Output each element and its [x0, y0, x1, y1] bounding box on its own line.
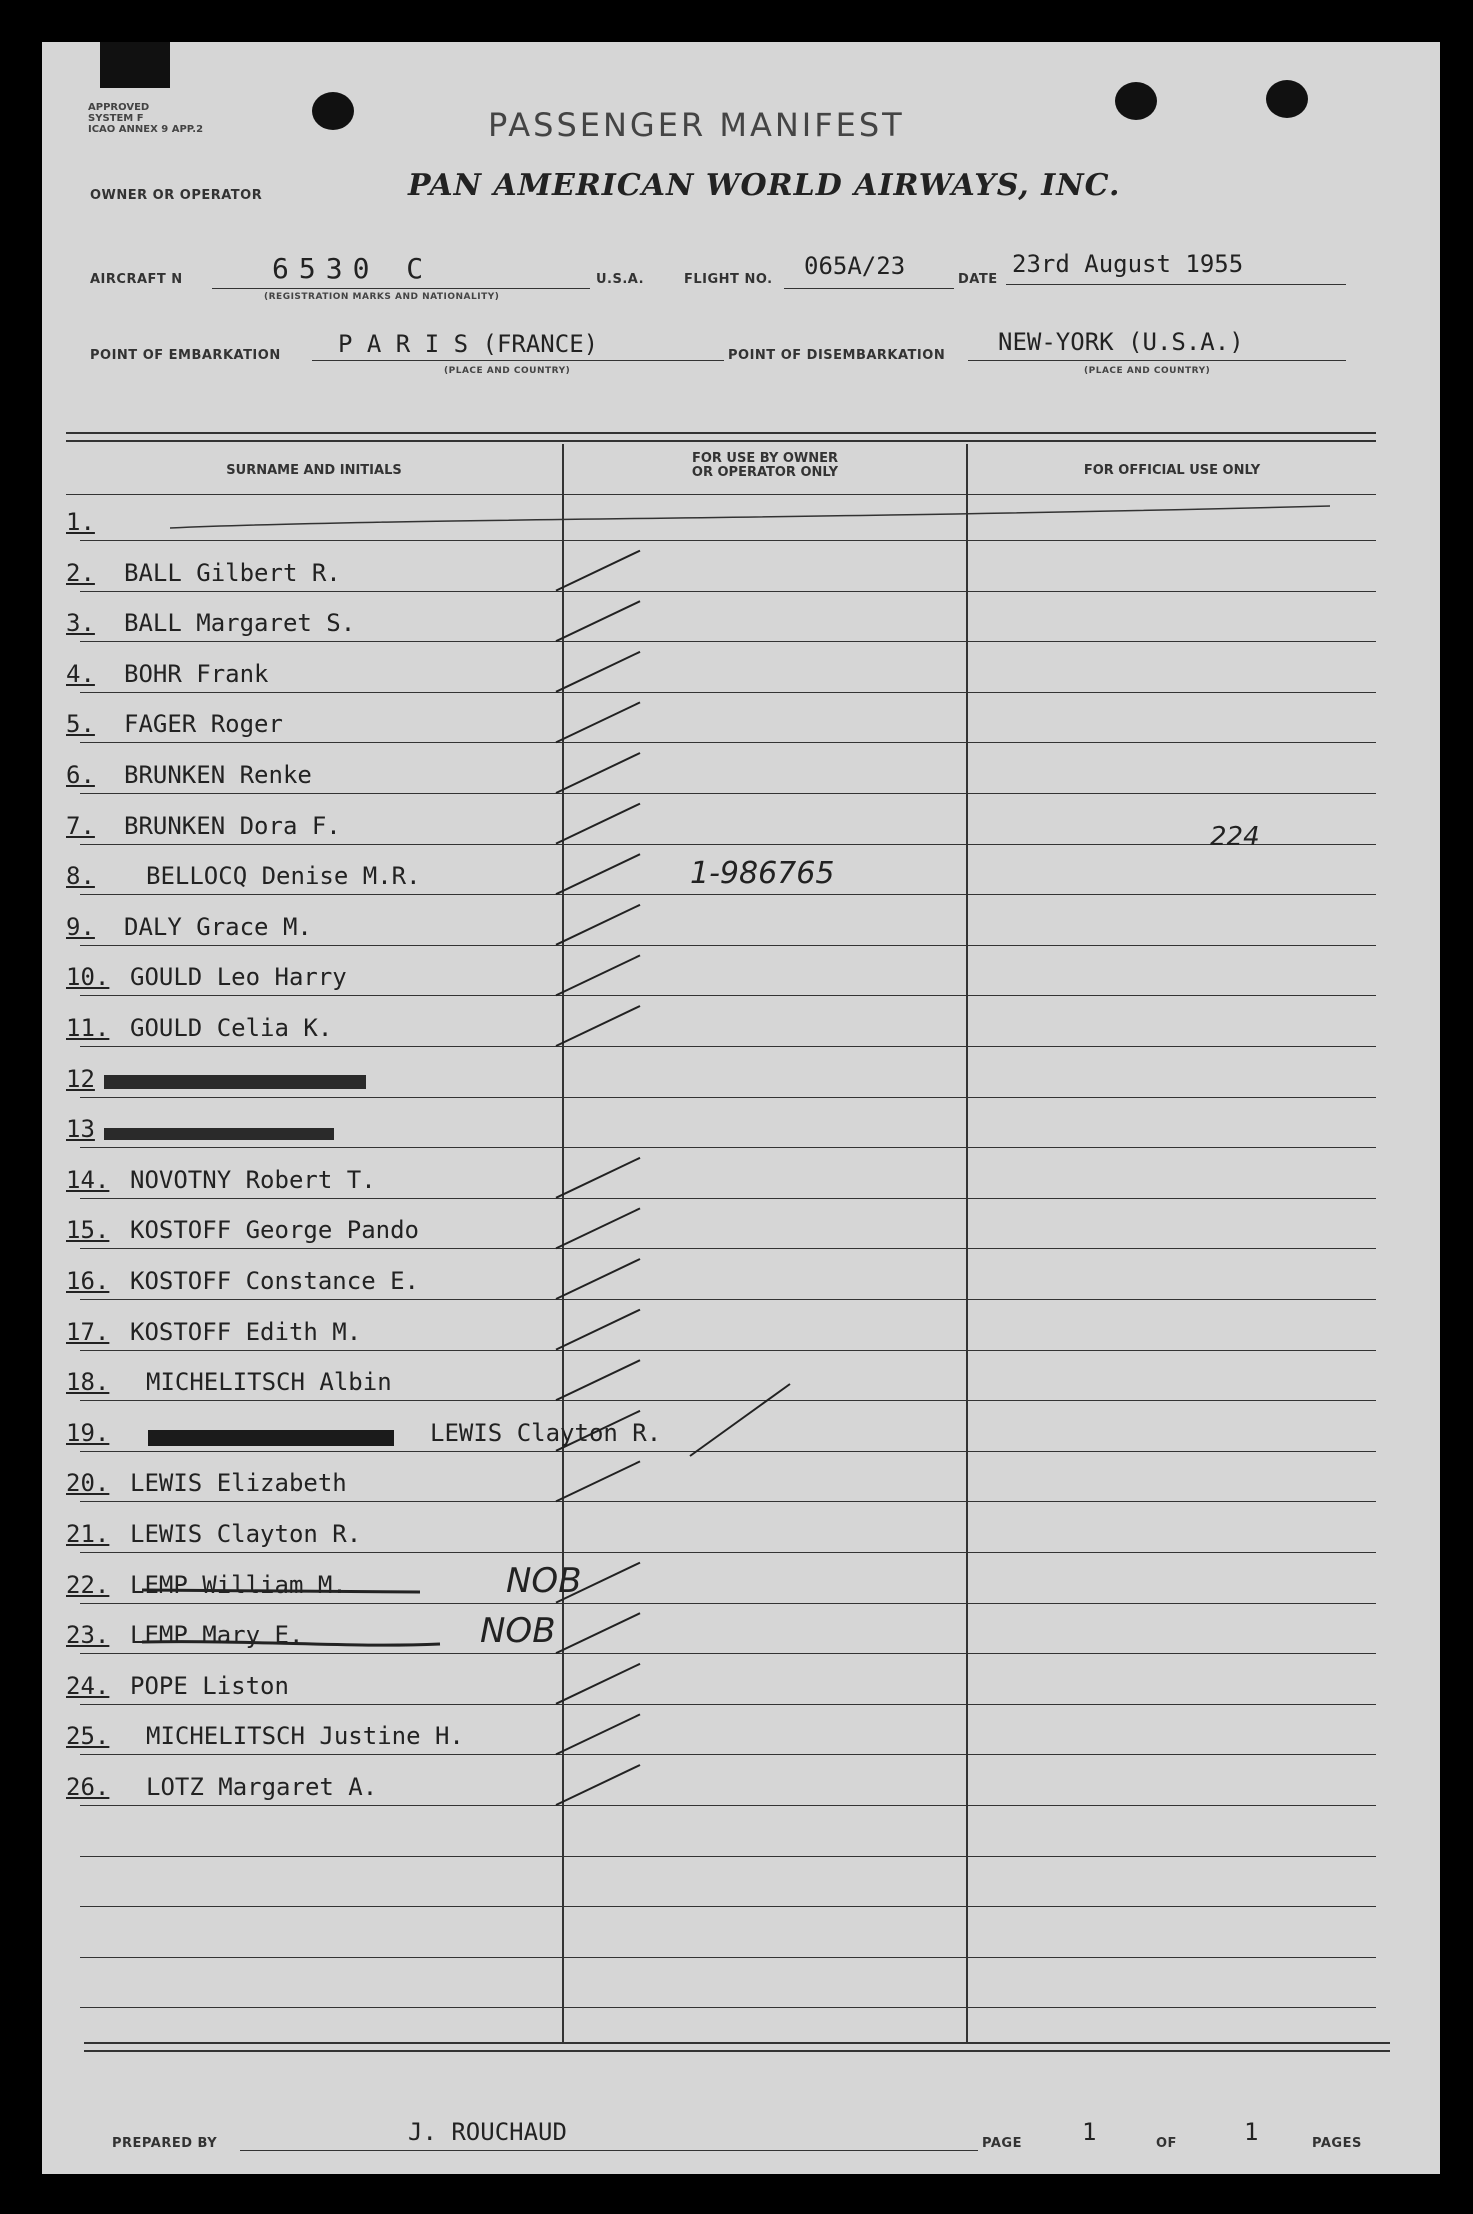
check-mark	[556, 1664, 640, 1704]
passenger-name: NOVOTNY Robert T.	[130, 1165, 376, 1194]
operator-note: 1-986765	[690, 856, 835, 892]
aircraft-value: 6530 C	[272, 252, 434, 285]
check-mark	[556, 804, 640, 844]
passenger-name: FAGER Roger	[124, 710, 283, 739]
row-number: 1.	[66, 508, 95, 536]
row-number: 16.	[66, 1267, 110, 1295]
row-number: 7.	[66, 811, 95, 840]
passenger-name: LEWIS Clayton R.	[130, 1520, 362, 1548]
row-number: 20.	[66, 1469, 110, 1498]
row-number: 24.	[66, 1671, 110, 1700]
approval-line-2: SYSTEM F	[88, 113, 144, 124]
check-mark	[556, 1006, 640, 1046]
approval-line-3: ICAO ANNEX 9 APP.2	[88, 124, 204, 135]
row19-extra-mark	[690, 1384, 790, 1456]
row-number: 11.	[66, 1014, 110, 1042]
usa-label: U.S.A.	[596, 272, 645, 287]
embark-label: POINT OF EMBARKATION	[90, 348, 281, 363]
row22-strike	[142, 1590, 420, 1592]
passenger-name: BELLOCQ Denise M.R.	[146, 862, 421, 891]
embark-value: P A R I S (FRANCE)	[338, 330, 599, 358]
row-number: 22.	[66, 1570, 110, 1599]
check-mark	[556, 1208, 640, 1248]
check-mark	[556, 1613, 640, 1653]
row-number: 14.	[66, 1165, 110, 1194]
passenger-name: KOSTOFF Constance E.	[130, 1267, 419, 1295]
page-title: PASSENGER MANIFEST	[488, 106, 905, 144]
passenger-name: MICHELITSCH Albin	[146, 1368, 392, 1397]
prepared-underline	[240, 2150, 978, 2151]
page-label: PAGE	[982, 2136, 1022, 2151]
disembark-value: NEW-YORK (U.S.A.)	[998, 328, 1244, 356]
check-mark	[556, 1158, 640, 1198]
flight-label: FLIGHT NO.	[684, 272, 773, 287]
date-value: 23rd August 1955	[1012, 250, 1244, 278]
row-number: 13	[66, 1115, 95, 1144]
of-label: OF	[1156, 2136, 1177, 2151]
col-header-operator: FOR USE BY OWNER OR OPERATOR ONLY	[691, 451, 839, 480]
col-header-surname: SURNAME AND INITIALS	[226, 463, 402, 478]
passenger-name: KOSTOFF George Pando	[130, 1216, 419, 1245]
check-mark	[556, 652, 640, 692]
row-number: 2.	[66, 558, 95, 587]
row-number: 21.	[66, 1520, 110, 1548]
row1-strike-line	[170, 506, 1330, 528]
check-mark	[556, 1259, 640, 1299]
passenger-name: BALL Gilbert R.	[124, 558, 341, 587]
passenger-name: LOTZ Margaret A.	[146, 1773, 378, 1801]
passenger-name: BOHR Frank	[124, 659, 269, 688]
check-mark	[556, 1310, 640, 1350]
row-number: 15.	[66, 1216, 110, 1245]
aircraft-caption: (REGISTRATION MARKS AND NATIONALITY)	[264, 292, 500, 302]
prepared-value: J. ROUCHAUD	[408, 2118, 567, 2146]
of-value: 1	[1244, 2118, 1259, 2146]
row-number: 23.	[66, 1621, 110, 1650]
row-number: 17.	[66, 1317, 110, 1346]
check-mark	[556, 551, 640, 591]
check-mark	[556, 955, 640, 995]
approval-line-1: APPROVED	[88, 102, 150, 113]
check-mark	[556, 1714, 640, 1754]
owner-value: PAN AMERICAN WORLD AIRWAYS, INC.	[408, 168, 1121, 203]
owner-label: OWNER OR OPERATOR	[90, 188, 263, 203]
check-mark	[556, 1411, 640, 1451]
page-value: 1	[1082, 2118, 1097, 2146]
passenger-name: GOULD Celia K.	[130, 1014, 333, 1042]
row-number: 6.	[66, 761, 95, 789]
passenger-name: LEWIS Clayton R.	[430, 1418, 662, 1447]
passenger-name: LEMP Mary E.	[130, 1621, 304, 1650]
aircraft-label: AIRCRAFT N	[90, 272, 183, 287]
passenger-name: LEWIS Elizabeth	[130, 1469, 347, 1498]
pages-label: PAGES	[1312, 2136, 1362, 2151]
row-number: 8.	[66, 862, 95, 891]
check-mark	[556, 905, 640, 945]
check-mark	[556, 1765, 640, 1805]
passenger-name: POPE Liston	[130, 1671, 289, 1700]
check-mark	[556, 702, 640, 742]
check-mark	[556, 854, 640, 894]
official-note: 224	[1210, 821, 1260, 852]
passenger-name: BALL Margaret S.	[124, 609, 356, 638]
check-mark	[556, 1563, 640, 1603]
row-number: 19.	[66, 1418, 110, 1447]
passenger-name: BRUNKEN Renke	[124, 761, 312, 789]
check-mark	[556, 1360, 640, 1400]
passenger-name: LEMP William M.	[130, 1570, 347, 1599]
check-mark	[556, 601, 640, 641]
passenger-name: MICHELITSCH Justine H.	[146, 1722, 464, 1751]
disembark-caption: (PLACE AND COUNTRY)	[1084, 366, 1211, 376]
operator-note: NOB	[506, 1560, 582, 1601]
passenger-name: DALY Grace M.	[124, 912, 312, 941]
row-number: 26.	[66, 1773, 110, 1801]
disembark-label: POINT OF DISEMBARKATION	[728, 348, 946, 363]
row-number: 25.	[66, 1722, 110, 1751]
check-mark	[556, 1461, 640, 1501]
check-mark	[556, 753, 640, 793]
row-number: 4.	[66, 659, 95, 688]
embark-caption: (PLACE AND COUNTRY)	[444, 366, 571, 376]
operator-note: NOB	[480, 1611, 556, 1652]
prepared-label: PREPARED BY	[112, 2136, 218, 2151]
row23-strike	[142, 1642, 440, 1645]
passenger-name: KOSTOFF Edith M.	[130, 1317, 362, 1346]
row-number: 9.	[66, 912, 95, 941]
col-header-official: FOR OFFICIAL USE ONLY	[1083, 463, 1261, 478]
passenger-name: GOULD Leo Harry	[130, 963, 347, 992]
row-number: 5.	[66, 710, 95, 739]
row-number: 3.	[66, 609, 95, 638]
row-number: 12	[66, 1064, 95, 1093]
passenger-name: BRUNKEN Dora F.	[124, 811, 341, 840]
date-label: DATE	[958, 272, 998, 287]
flight-value: 065A/23	[804, 252, 906, 280]
row-number: 18.	[66, 1368, 110, 1397]
row-number: 10.	[66, 963, 110, 992]
